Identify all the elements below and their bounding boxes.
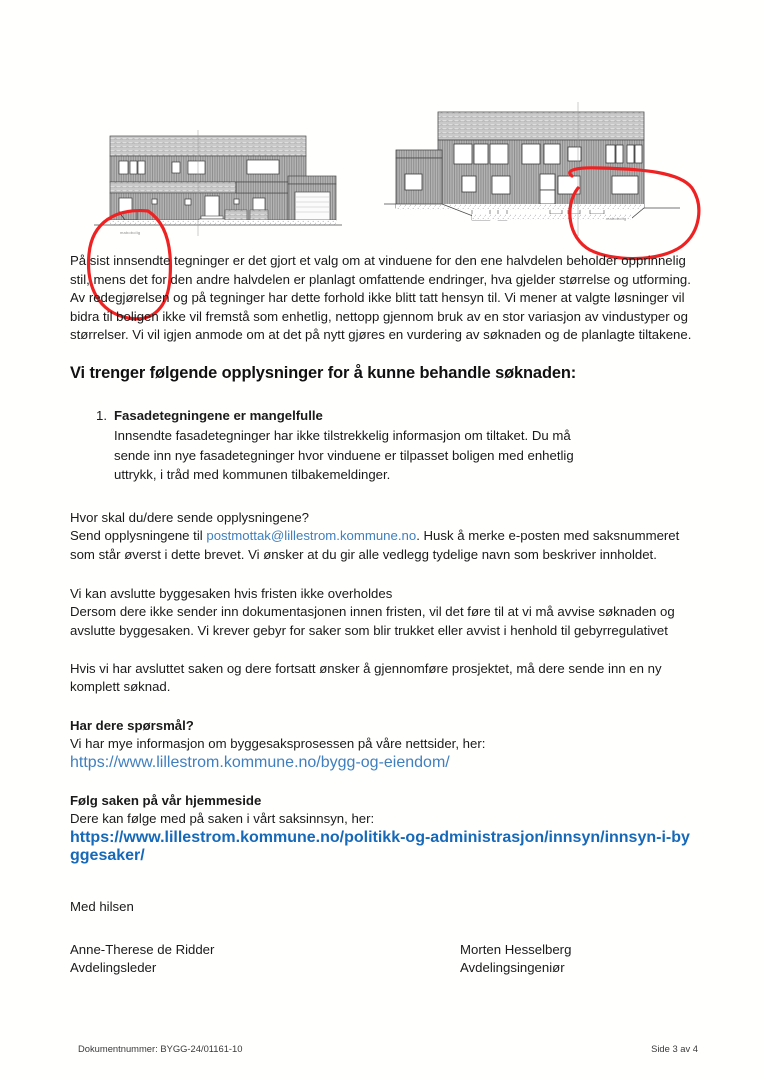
block-send-info-body <box>70 527 694 565</box>
requirement-heading: Fasadetegningene er mangelfulle <box>114 407 323 423</box>
requirements-list <box>70 406 694 484</box>
requirement-text: Innsendte fasadetegninger har ikke tilstrekkelig informasjon om tiltaket. Du må sende inn nye fasadetegninger hvor vinduene er tilpasset boligen med enhetlig uttrykk, i tråd med kommunen tilbakemeldinger. <box>114 428 574 483</box>
signature-columns <box>70 941 694 978</box>
email-link[interactable]: postmottak@lillestrom.kommune.no <box>206 528 417 544</box>
fasadetegning-venstre <box>92 130 344 238</box>
requirement-body <box>114 406 694 484</box>
signature-greeting: Med hilsen <box>70 899 134 914</box>
block-reapply-text: Hvis vi har avsluttet saken og dere fortsatt ønsker å gjennomføre prosjektet, må dere sende inn en ny komplett søknad. <box>70 660 662 695</box>
block-deadline <box>70 584 694 641</box>
right-drawing-caption: mabobolig <box>606 216 627 221</box>
block-send-info-heading: Hvor skal du/dere sende opplysningene? <box>70 510 309 526</box>
page-footer <box>78 1043 698 1054</box>
signatory-left-name: Anne-Therese de Ridder <box>70 941 215 957</box>
letter-body <box>70 252 694 884</box>
signatory-right-role: Avdelingsingeniør <box>460 960 565 976</box>
requirement-item <box>70 406 694 484</box>
send-info-text-before: Send opplysningene til <box>70 528 207 544</box>
section-title: Vi trenger følgende opplysninger for å kunne behandle søknaden: <box>70 363 577 382</box>
signatory-left-role: Avdelingsleder <box>70 960 157 976</box>
byggesak-info-url[interactable]: https://www.lillestrom.kommune.no/bygg-og-eiendom/ <box>70 753 450 771</box>
left-elevation-svg <box>92 130 344 238</box>
signature-block <box>70 898 694 978</box>
elevation-drawings-band <box>0 78 764 246</box>
block-reapply <box>70 660 694 698</box>
saksinnsyn-url[interactable]: https://www.lillestrom.kommune.no/politikk-og-administrasjon/innsyn/innsyn-i-byggesaker/ <box>70 828 690 864</box>
block-questions-heading: Har dere spørsmål? <box>70 718 194 734</box>
requirement-number: 1. <box>96 407 107 423</box>
signatory-right-name: Morten Hesselberg <box>460 941 572 957</box>
footer-page-number: Side 3 av 4 <box>651 1043 698 1054</box>
signatory-left <box>70 941 460 978</box>
block-follow-case-text: Dere kan følge med på saken i vårt saksinnsyn, her: <box>70 810 375 826</box>
footer-document-number: Dokumentnummer: BYGG-24/01161-10 <box>78 1043 243 1054</box>
block-deadline-text: Dersom dere ikke sender inn dokumentasjonen innen fristen, vil det føre til at vi må avvise søknaden og avslutte byggesaken. Vi krever gebyr for saker som blir trukket eller avvist i henhold til gebyrregulativet <box>70 603 675 638</box>
block-questions-text: Vi har mye informasjon om byggesaksprosessen på våre nettsider, her: <box>70 736 486 752</box>
fasadetegning-hoyre <box>382 92 682 238</box>
block-follow-case-heading: Følg saken på vår hjemmeside <box>70 792 262 808</box>
block-deadline-heading: Vi kan avslutte byggesaken hvis fristen ikke overholdes <box>70 585 393 601</box>
intro-paragraph: På sist innsendte tegninger er det gjort et valg om at vinduene for den ene halvdelen beholder opprinnelig stil, mens det for den andre halvdelen er planlagt omfattende endringer, hva gjelder størrelse og utforming. Av redegjørelsen og på tegninger har dette forhold ikke blitt tatt hensyn til. Vi mener at valgte løsninger vil bidra til boligen ikke vil fremstå som enhetlig, nettopp gjennom bruk av en stor variasjon av vindustyper og størrelser. Vi vil igjen anmode om at det på nytt gjøres en vurdering av søknaden og de planlagte tiltakene. <box>70 253 692 343</box>
block-send-info <box>70 508 694 565</box>
block-follow-case <box>70 791 694 865</box>
signatory-right <box>460 941 571 978</box>
right-elevation-svg <box>382 92 682 238</box>
block-questions <box>70 716 694 772</box>
send-info-text-after: . Husk å merke e-posten med saksnummeret som står øverst i dette brevet. Vi ønsker at du gir alle vedlegg tydelige navn som beskriver innholdet. <box>70 528 680 563</box>
left-drawing-caption: mabobolig <box>120 230 141 235</box>
